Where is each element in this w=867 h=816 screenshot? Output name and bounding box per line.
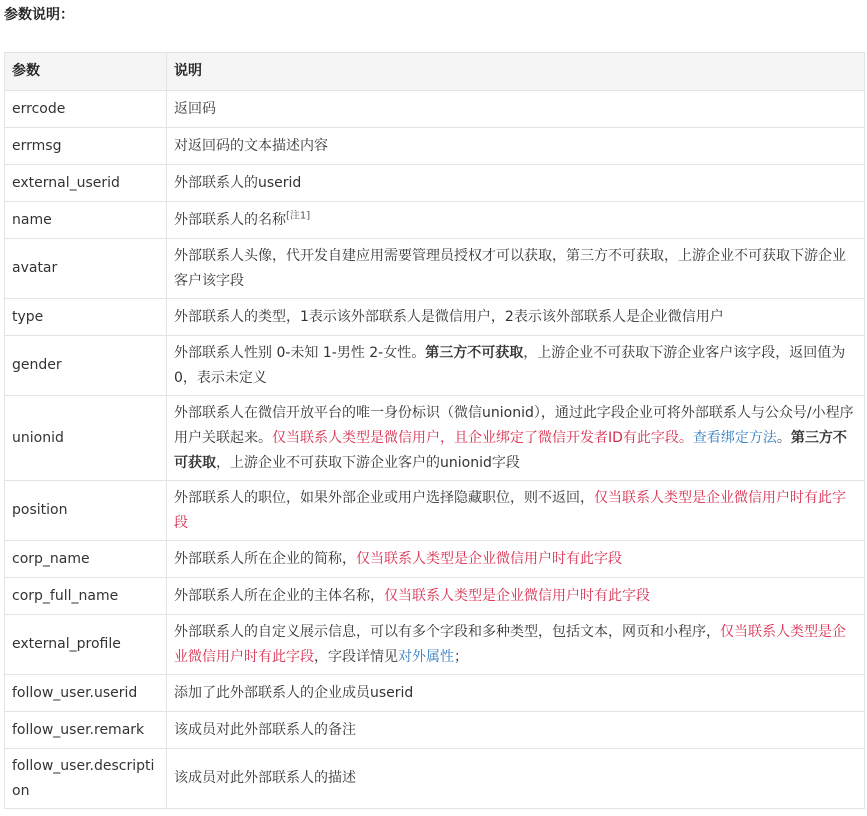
footnote-ref[interactable]: [注1]	[286, 209, 311, 221]
table-row	[5, 541, 865, 578]
desc-text: ，上游企业不可获取下游企业客户的unionid字段	[216, 454, 520, 471]
desc-cell	[167, 336, 865, 396]
table-row	[5, 615, 865, 675]
desc-cell	[167, 396, 865, 481]
desc-text: 外部联系人的职位，如果外部企业或用户选择隐藏职位，则不返回，	[174, 489, 594, 506]
desc-highlight-text: 仅当联系人类型是企业微信用户时有此字段	[384, 587, 650, 604]
desc-highlight-text: 仅当联系人类型是企业微信用户时有此字段	[356, 550, 622, 567]
param-cell: avatar	[5, 239, 167, 299]
table-row	[5, 396, 865, 481]
table-row	[5, 749, 865, 809]
param-cell: unionid	[5, 396, 167, 481]
desc-cell: 外部联系人头像，代开发自建应用需要管理员授权才可以获取，第三方不可获取，上游企业不可获取下游企业客户该字段	[167, 239, 865, 299]
table-row	[5, 336, 865, 396]
external-attributes-link[interactable]: 对外属性	[398, 648, 454, 665]
desc-text: 外部联系人在微信开放平台的唯一身份标识（微信unionid），通过此字段企业可将外部联系人与公众号/小程序用户关联起来。	[174, 404, 854, 446]
param-cell: position	[5, 481, 167, 541]
desc-cell: 对返回码的文本描述内容	[167, 128, 865, 165]
desc-text: 外部联系人所在企业的主体名称，	[174, 587, 384, 604]
desc-cell	[167, 578, 865, 615]
param-cell: name	[5, 202, 167, 239]
param-cell: external_userid	[5, 165, 167, 202]
param-cell: follow_user.userid	[5, 675, 167, 712]
param-cell: external_profile	[5, 615, 167, 675]
desc-text: ，字段详情见	[314, 648, 398, 665]
desc-cell: 该成员对此外部联系人的描述	[167, 749, 865, 809]
table-row	[5, 578, 865, 615]
desc-bold-text: 第三方不可获取	[174, 429, 847, 471]
table-header-row	[5, 53, 865, 91]
desc-cell	[167, 615, 865, 675]
table-row	[5, 299, 865, 336]
header-param: 参数	[5, 53, 167, 91]
desc-text: ；	[454, 648, 468, 665]
param-cell: follow_user.description	[5, 749, 167, 809]
desc-cell: 添加了此外部联系人的企业成员userid	[167, 675, 865, 712]
param-cell: gender	[5, 336, 167, 396]
table-row	[5, 675, 865, 712]
desc-cell: 该成员对此外部联系人的备注	[167, 712, 865, 749]
param-cell: type	[5, 299, 167, 336]
desc-text: 外部联系人性别 0-未知 1-男性 2-女性。	[174, 344, 426, 361]
desc-cell	[167, 202, 865, 239]
table-row	[5, 202, 865, 239]
desc-highlight-text: 仅当联系人类型是微信用户，且企业绑定了微信开发者ID有此字段。	[272, 429, 693, 446]
table-row	[5, 481, 865, 541]
param-cell: errmsg	[5, 128, 167, 165]
desc-text: ，上游企业不可获取下游企业客户该字段，返回值为0，表示未定义	[174, 344, 846, 386]
desc-text: 外部联系人的自定义展示信息，可以有多个字段和多种类型，包括文本，网页和小程序，	[174, 623, 720, 640]
bind-method-link[interactable]: 查看绑定方法	[692, 429, 777, 446]
desc-highlight-text: 仅当联系人类型是企业微信用户时有此字段	[174, 623, 846, 665]
table-row	[5, 712, 865, 749]
params-table	[4, 52, 865, 809]
desc-cell	[167, 541, 865, 578]
desc-text: 外部联系人所在企业的简称，	[174, 550, 356, 567]
desc-cell: 返回码	[167, 91, 865, 128]
table-row	[5, 128, 865, 165]
table-row	[5, 165, 865, 202]
desc-text: 。	[776, 429, 791, 446]
desc-cell: 外部联系人的userid	[167, 165, 865, 202]
param-cell: errcode	[5, 91, 167, 128]
desc-text: 外部联系人的名称	[174, 211, 286, 228]
desc-cell	[167, 481, 865, 541]
section-title: 参数说明：	[4, 7, 74, 23]
param-cell: corp_full_name	[5, 578, 167, 615]
table-row	[5, 239, 865, 299]
desc-cell: 外部联系人的类型，1表示该外部联系人是微信用户，2表示该外部联系人是企业微信用户	[167, 299, 865, 336]
param-cell: corp_name	[5, 541, 167, 578]
desc-bold-text: 第三方不可获取	[425, 344, 524, 361]
desc-highlight-text: 仅当联系人类型是企业微信用户时有此字段	[174, 489, 846, 531]
table-row	[5, 91, 865, 128]
header-desc: 说明	[167, 53, 865, 91]
param-cell: follow_user.remark	[5, 712, 167, 749]
